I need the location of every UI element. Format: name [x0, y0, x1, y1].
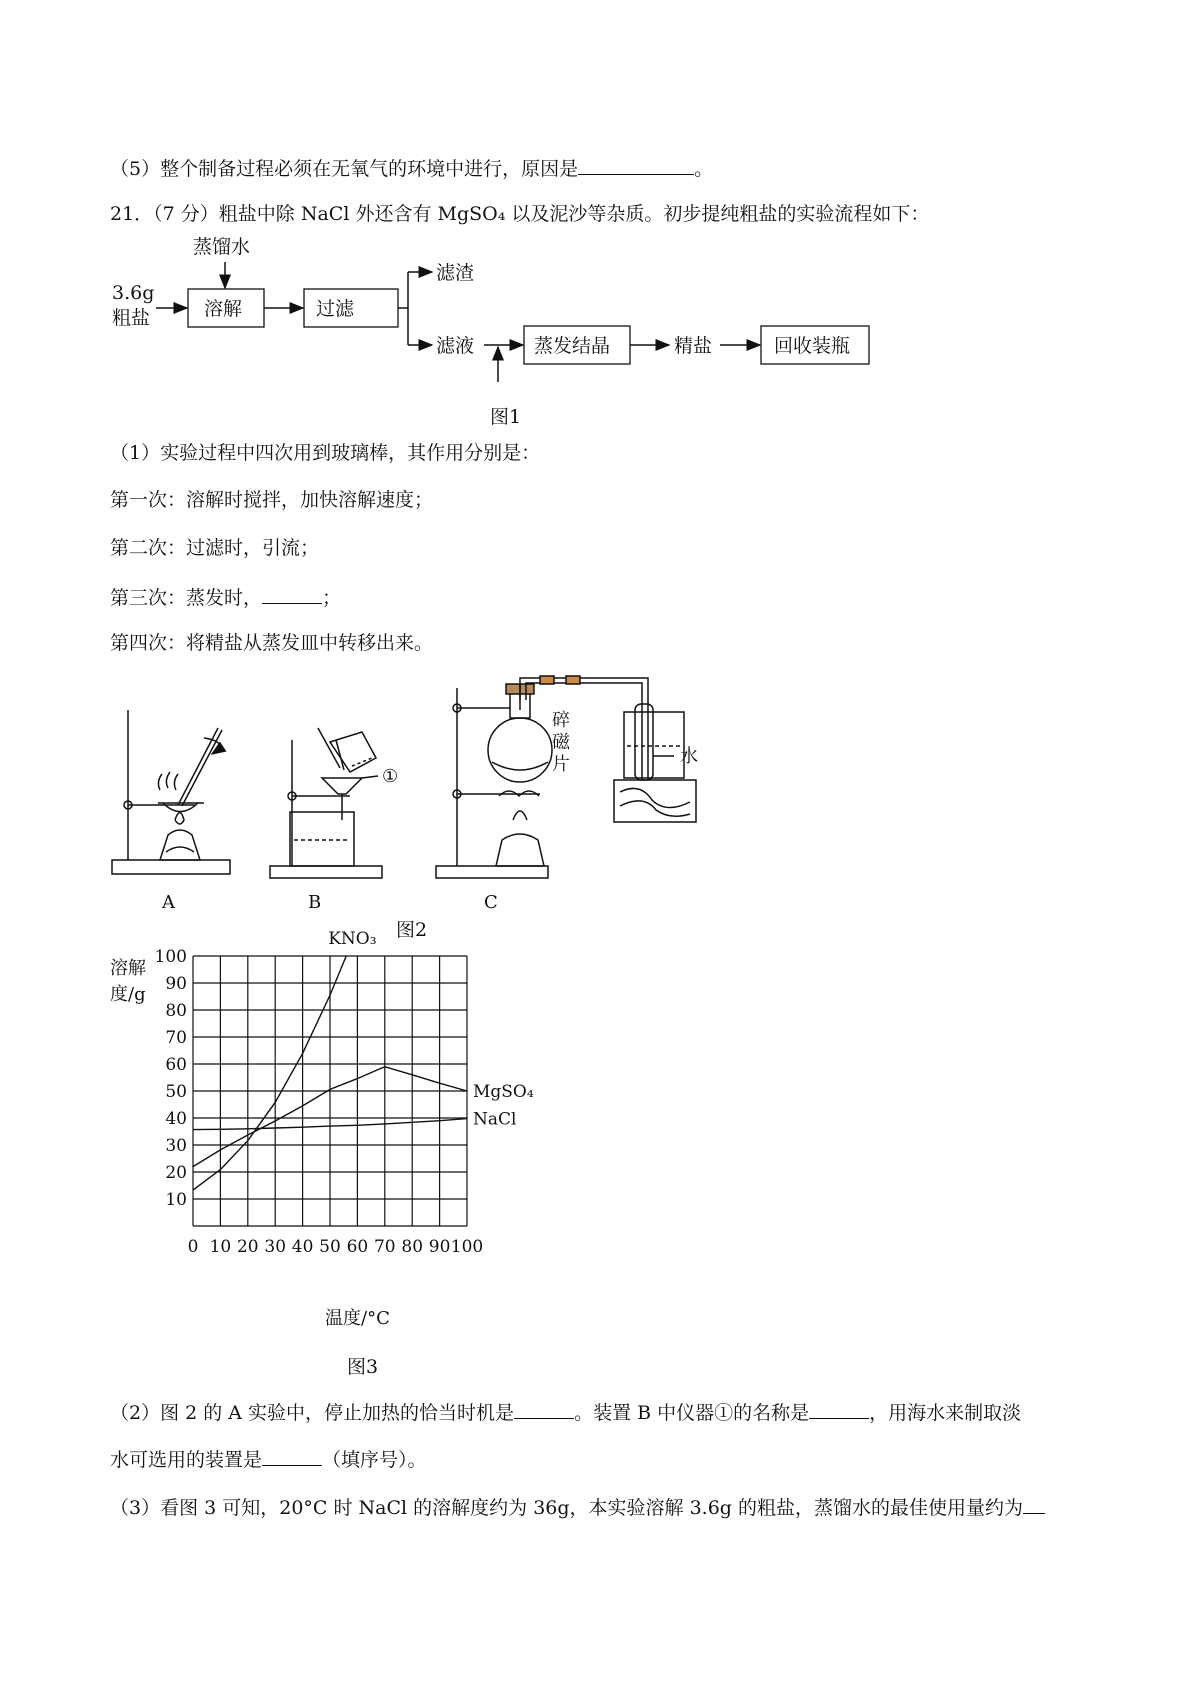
y-axis-label-1: 溶解 — [110, 958, 146, 979]
x-tick-label: 100 — [450, 1237, 484, 1257]
y-tick-label: 20 — [165, 1163, 187, 1183]
part2-line2: 水可选用的装置是 （填序号）。 — [110, 1445, 427, 1472]
answer-blank[interactable] — [262, 583, 322, 604]
y-tick-label: 70 — [165, 1028, 187, 1048]
flow-filtrate: 滤液 — [436, 335, 475, 357]
y-tick-label: 80 — [165, 1001, 187, 1021]
circle-one-label: ① — [382, 766, 399, 787]
apparatus-figure — [100, 670, 820, 913]
chips-label-3: 片 — [552, 754, 570, 775]
flow-input-name: 粗盐 — [112, 307, 151, 329]
answer-blank[interactable] — [1023, 1493, 1045, 1514]
x-tick-label: 40 — [291, 1237, 314, 1257]
x-tick-label: 90 — [428, 1237, 451, 1257]
y-tick-label: 50 — [165, 1082, 187, 1102]
label-b: B — [308, 892, 322, 913]
legend-label: KNO₃ — [328, 929, 377, 949]
y-axis-label-2: 度/g — [110, 984, 146, 1005]
x-tick-label: 0 — [187, 1237, 199, 1257]
flow-evaporate-label: 蒸发结晶 — [534, 335, 611, 357]
water-label: 水 — [680, 746, 698, 767]
x-tick-label: 80 — [401, 1237, 424, 1257]
y-tick-label: 100 — [154, 947, 187, 967]
x-tick-label: 30 — [264, 1237, 287, 1257]
x-tick-label: 60 — [346, 1237, 369, 1257]
label-a: A — [162, 892, 175, 913]
figure3-caption: 图3 — [347, 1356, 379, 1378]
flow-filter-label: 过滤 — [316, 298, 355, 320]
flowchart-figure — [0, 236, 1191, 396]
x-tick-label: 50 — [319, 1237, 341, 1257]
flow-dissolve-label: 溶解 — [204, 298, 243, 320]
answer-blank[interactable] — [809, 1398, 869, 1419]
legend-label: NaCl — [473, 1109, 517, 1130]
part1-first: 第一次：溶解时搅拌，加快溶解速度； — [110, 489, 434, 511]
figure1-caption: 图1 — [490, 406, 522, 428]
part1-third: 第三次：蒸发时， ； — [110, 583, 341, 610]
y-tick-label: 30 — [165, 1136, 187, 1156]
flow-distilled-water: 蒸馏水 — [193, 236, 251, 258]
part1-fourth: 第四次：将精盐从蒸发皿中转移出来。 — [110, 632, 434, 654]
q20-part5: （5）整个制备过程必须在无氧气的环境中进行，原因是 。 — [110, 154, 713, 181]
part1-second: 第二次：过滤时，引流； — [110, 537, 320, 559]
y-tick-label: 40 — [165, 1109, 187, 1129]
part1-question: （1）实验过程中四次用到玻璃棒，其作用分别是： — [110, 442, 541, 464]
answer-blank[interactable] — [262, 1445, 322, 1466]
y-tick-label: 90 — [165, 974, 187, 994]
y-tick-label: 10 — [165, 1190, 187, 1210]
answer-blank[interactable] — [578, 154, 694, 175]
flow-input-amount: 3.6g — [112, 282, 155, 304]
label-c: C — [484, 892, 498, 913]
chips-label-1: 碎 — [552, 710, 570, 731]
x-tick-label: 10 — [209, 1237, 232, 1257]
flow-residue: 滤渣 — [436, 262, 475, 284]
figure2-caption: 图2 — [396, 919, 428, 941]
flow-fine-salt: 精盐 — [674, 335, 713, 357]
y-tick-label: 60 — [165, 1055, 187, 1075]
q21-intro: 21．（7 分）粗盐中除 NaCl 外还含有 MgSO₄ 以及泥沙等杂质。初步提纯粗盐的实验流程如下： — [110, 203, 930, 225]
legend-label: MgSO₄ — [473, 1082, 534, 1102]
chips-label-2: 磁 — [552, 732, 570, 753]
answer-blank[interactable] — [514, 1398, 574, 1419]
x-tick-label: 20 — [236, 1237, 259, 1257]
flow-recycle-label: 回收装瓶 — [774, 335, 851, 357]
part3-line: （3）看图 3 可知，20°C 时 NaCl 的溶解度约为 36g，本实验溶解 3.6g 的粗盐，蒸馏水的最佳使用量约为 — [110, 1493, 1045, 1520]
series-line — [193, 956, 346, 1190]
part2-line1: （2）图 2 的 A 实验中，停止加热的恰当时机是 。装置 B 中仪器①的名称是 ，用海水来制取淡 — [110, 1398, 1021, 1425]
x-tick-label: 70 — [373, 1237, 396, 1257]
x-axis-label: 温度/°C — [325, 1308, 390, 1329]
